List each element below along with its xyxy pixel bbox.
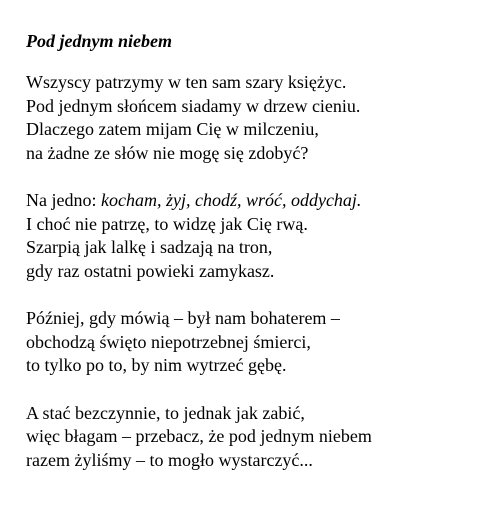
poem-page [26, 30, 476, 496]
poem-line: więc błagam – przebacz, że pod jednym niebem [26, 426, 372, 446]
stanza-1 [26, 71, 476, 165]
poem-line: razem żyliśmy – to mogło wystarczyć... [26, 449, 313, 470]
poem-line-italic: kocham, żyj, chodź, wróć, oddychaj. [100, 190, 362, 210]
poem-line: A stać bezczynnie, to jednak jak zabić, [26, 402, 305, 423]
poem-line: I choć nie patrzę, to widzę jak Cię rwą. [26, 213, 308, 234]
stanza-3 [26, 307, 476, 378]
poem-line: obchodzą święto niepotrzebnej śmierci, [26, 331, 311, 352]
poem-line: Szarpią jak lalkę i sadzają na tron, [26, 237, 273, 257]
poem-line: Wszyscy patrzymy w ten sam szary księżyc. [26, 72, 347, 92]
poem-line: to tylko po to, by nim wytrzeć gębę. [26, 355, 287, 375]
stanza-4 [26, 402, 476, 473]
poem-line: Później, gdy mówią – był nam bohaterem – [26, 308, 340, 328]
poem-line: Pod jednym słońcem siadamy w drzew cieniu. [26, 95, 361, 116]
poem-line: na żadne ze słów nie mogę się zdobyć? [26, 142, 309, 163]
poem-line-prefix: Na jedno: [26, 190, 101, 210]
stanza-2 [26, 189, 476, 283]
poem-title: Pod jednym niebem [26, 31, 172, 51]
poem-line: Dlaczego zatem mijam Cię w milczeniu, [26, 119, 319, 139]
poem-line [26, 189, 476, 213]
poem-line: gdy raz ostatni powieki zamykasz. [26, 260, 275, 281]
